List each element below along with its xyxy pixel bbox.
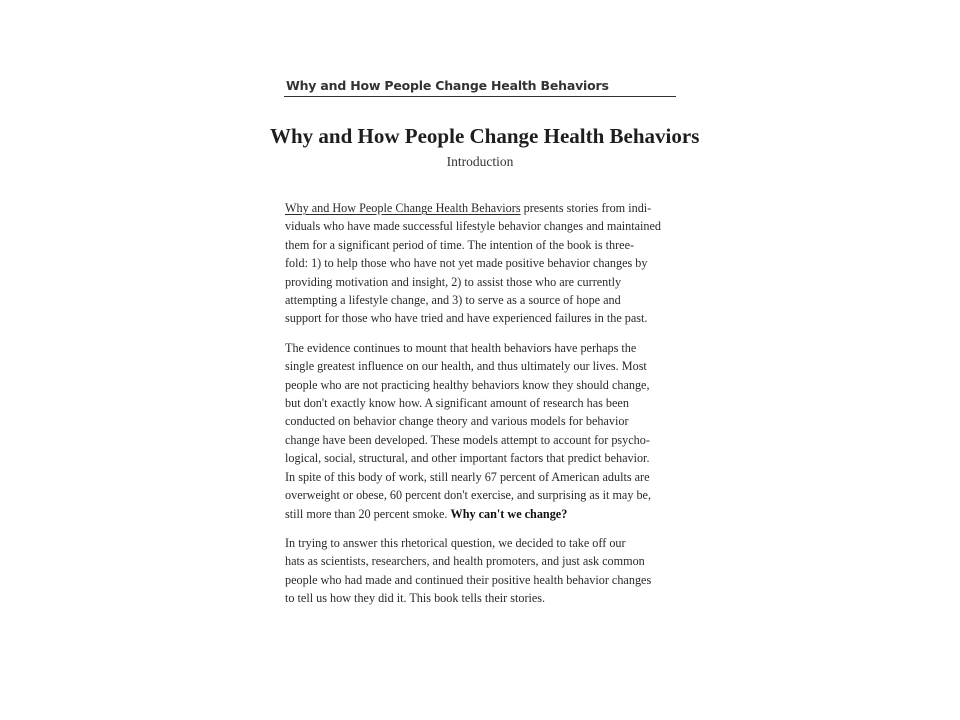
- text-line-content: presents stories from indi-: [520, 201, 652, 215]
- text-line: them for a significant period of time. The intention of the book is three-: [285, 237, 635, 252]
- paragraph-3: [285, 534, 685, 608]
- text-line: logical, social, structural, and other important factors that predict behavior.: [285, 451, 650, 466]
- text-line: The evidence continues to mount that health behaviors have perhaps the: [285, 340, 637, 355]
- text-line: to tell us how they did it. This book tells their stories.: [285, 591, 546, 606]
- paragraph-2: [285, 339, 685, 523]
- text-line: In spite of this body of work, still nearly 67 percent of American adults are: [285, 469, 650, 484]
- text-line: but don't exactly know how. A significant amount of research has been: [285, 396, 629, 411]
- text-line: people who are not practicing healthy behaviors know they should change,: [285, 377, 650, 392]
- text-line: support for those who have tried and have experienced failures in the past.: [285, 311, 648, 326]
- text-line: people who had made and continued their positive health behavior changes: [285, 572, 652, 587]
- text-line: change have been developed. These models attempt to account for psycho-: [285, 432, 650, 447]
- page-subtitle: Introduction: [446, 154, 514, 169]
- text-line: conducted on behavior change theory and various models for behavior: [285, 414, 629, 429]
- text-line: fold: 1) to help those who have not yet made positive behavior changes by: [285, 256, 648, 271]
- text-line: overweight or obese, 60 percent don't exercise, and surprising as it may be,: [285, 488, 652, 503]
- text-line: providing motivation and insight, 2) to assist those who are currently: [285, 274, 622, 289]
- text-line: In trying to answer this rhetorical question, we decided to take off our: [285, 535, 626, 550]
- running-header: Why and How People Change Health Behaviors: [286, 78, 609, 93]
- body-text: [285, 199, 685, 619]
- text-line-content: still more than 20 percent smoke.: [285, 506, 451, 521]
- emphasized-question: Why can't we change?: [450, 506, 568, 521]
- paragraph-1: [285, 199, 685, 328]
- text-line: single greatest influence on our health, and thus ultimately our lives. Most: [285, 359, 647, 374]
- text-line: attempting a lifestyle change, and 3) to serve as a source of hope and: [285, 293, 621, 308]
- header-rule: [284, 96, 676, 97]
- text-line: viduals who have made successful lifestyle behavior changes and maintained: [285, 219, 661, 234]
- page-title: Why and How People Change Health Behaviors: [270, 124, 700, 148]
- book-title-reference: Why and How People Change Health Behaviors: [285, 201, 521, 215]
- text-line: hats as scientists, researchers, and health promoters, and just ask common: [285, 554, 645, 569]
- text-line: [285, 199, 685, 217]
- text-line: [285, 505, 685, 523]
